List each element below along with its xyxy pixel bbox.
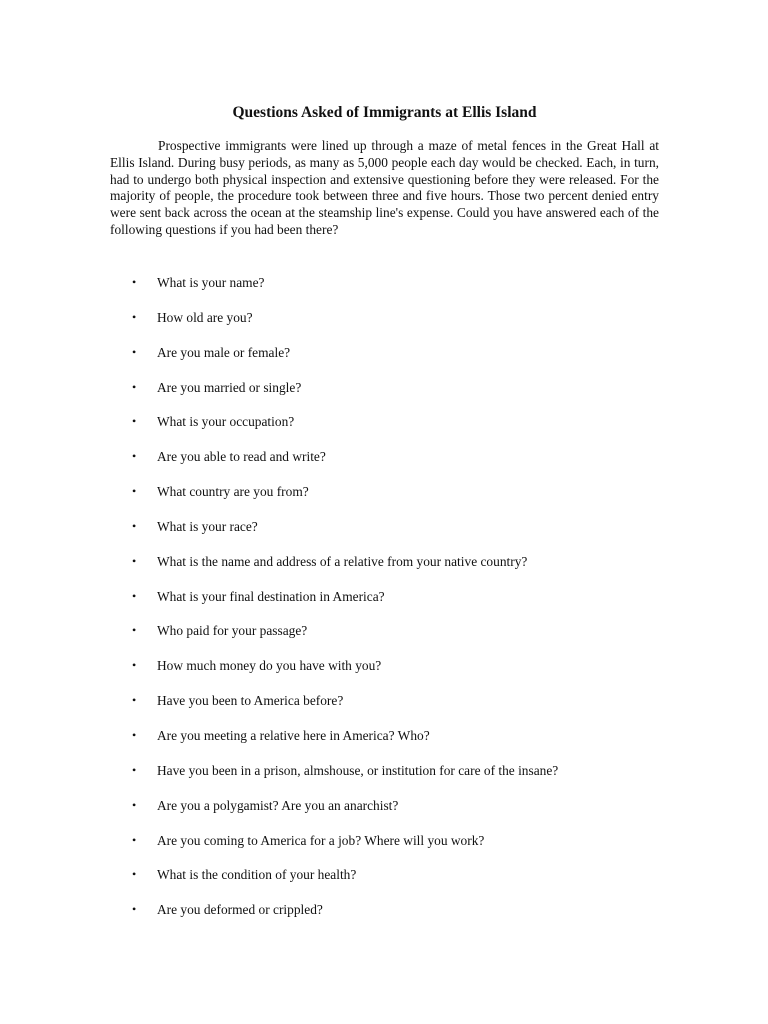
document-title: Questions Asked of Immigrants at Ellis Island — [232, 104, 537, 121]
bullet-icon: • — [132, 518, 137, 533]
bullet-icon: • — [132, 832, 137, 847]
question-list — [110, 274, 670, 936]
question-text: How much money do you have with you? — [157, 658, 382, 674]
question-text: Are you meeting a relative here in America? Who? — [157, 727, 430, 743]
list-item — [110, 483, 670, 518]
list-item — [110, 622, 670, 657]
bullet-icon: • — [132, 275, 137, 289]
bullet-icon: • — [132, 693, 137, 708]
question-text: Are you a polygamist? Are you an anarchist? — [157, 797, 399, 813]
bullet-icon: • — [132, 309, 137, 324]
list-item — [110, 797, 670, 832]
list-item — [110, 379, 670, 414]
bullet-icon: • — [132, 658, 137, 673]
list-item — [110, 657, 670, 692]
bullet-icon: • — [132, 727, 137, 742]
question-text: What is the condition of your health? — [157, 867, 357, 883]
question-text: Have you been to America before? — [157, 693, 344, 709]
question-text: What is your race? — [157, 518, 258, 534]
bullet-icon: • — [132, 902, 137, 917]
question-text: What is your name? — [157, 275, 265, 290]
list-item — [110, 309, 670, 344]
question-text: Are you coming to America for a job? Where will you work? — [157, 832, 485, 848]
bullet-icon: • — [132, 553, 137, 568]
question-text: What is your occupation? — [157, 414, 295, 430]
bullet-icon: • — [132, 797, 137, 812]
list-item — [110, 518, 670, 553]
bullet-icon: • — [132, 867, 137, 882]
bullet-icon: • — [132, 484, 137, 499]
list-item — [110, 762, 670, 797]
question-text: Are you deformed or crippled? — [157, 902, 323, 918]
list-item — [110, 588, 670, 623]
question-text: Are you male or female? — [157, 344, 291, 360]
question-text: What is the name and address of a relative from your native country? — [157, 553, 528, 569]
question-text: Are you married or single? — [157, 379, 302, 395]
question-text: Are you able to read and write? — [157, 449, 326, 465]
bullet-icon: • — [132, 623, 137, 638]
question-text: How old are you? — [157, 309, 253, 325]
bullet-icon: • — [132, 379, 137, 394]
intro-paragraph: Prospective immigrants were lined up through a maze of metal fences in the Great Hall at Ellis Island. During busy periods, as many as 5,000 people each day would be checked. Each, in turn, had to undergo both physical inspection and extensive questioning before they were released. For the majority of people, the procedure took between three and five hours. Those two percent denied entry were sent back across the ocean at the steamship line's expense. Could you have answered each of the following questions if you had been there? — [110, 138, 659, 237]
bullet-icon: • — [132, 762, 137, 777]
list-item — [110, 448, 670, 483]
list-item — [110, 344, 670, 379]
list-item — [110, 901, 670, 936]
bullet-icon: • — [132, 588, 137, 603]
question-text: Who paid for your passage? — [157, 623, 308, 639]
list-item — [110, 413, 670, 448]
list-item — [110, 832, 670, 867]
bullet-icon: • — [132, 344, 137, 359]
question-text: What is your final destination in America? — [157, 588, 385, 604]
bullet-icon: • — [132, 449, 137, 464]
question-text: What country are you from? — [157, 484, 309, 500]
list-item — [110, 692, 670, 727]
list-item — [110, 553, 670, 588]
question-text: Have you been in a prison, almshouse, or institution for care of the insane? — [157, 762, 559, 778]
list-item — [110, 727, 670, 762]
list-item — [110, 274, 670, 309]
bullet-icon: • — [132, 414, 137, 429]
list-item — [110, 866, 670, 901]
